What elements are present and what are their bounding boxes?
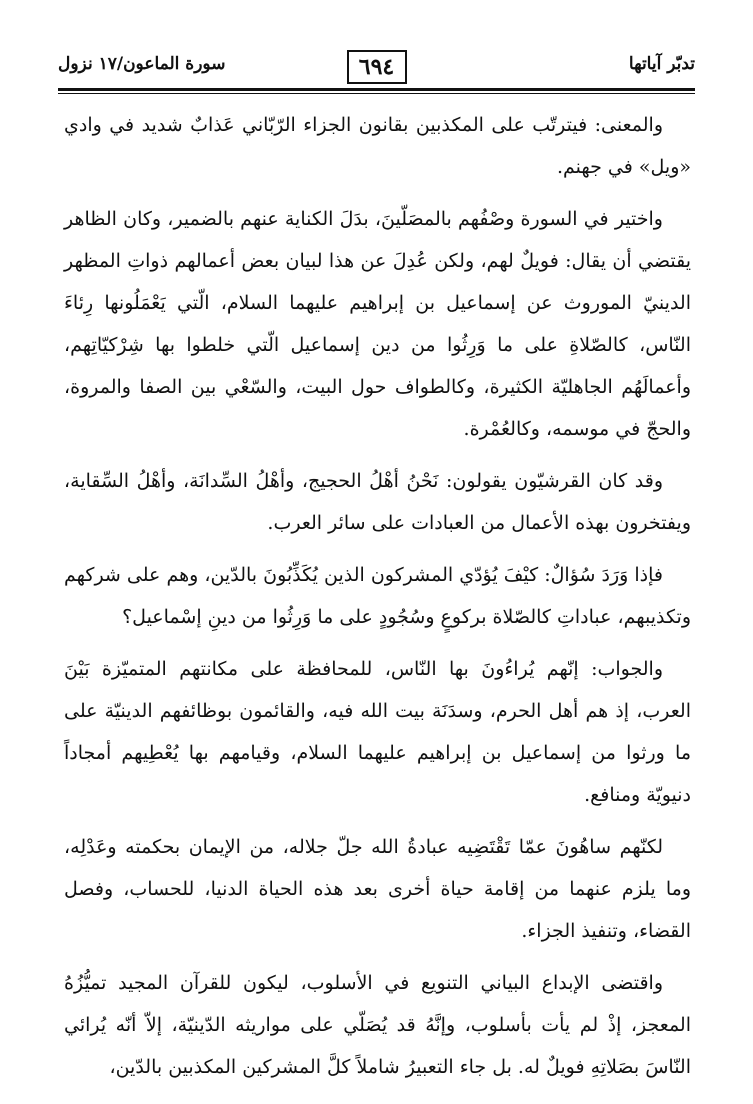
paragraph: لكنّهم ساهُونَ عمّا تَقْتَضِيه عبادةُ الله جلّ جلاله، من الإيمان بحكمته وعَدْلِه، وما يلزم عنهما من إقامة حياة أخرى بعد هذه الحياة الدنيا، للحساب، وفصل القضاء، وتنفيذ الجزاء. xyxy=(64,836,691,942)
paragraph: فإذا وَرَدَ سُؤالٌ: كيْفَ يُؤدّي المشركون الذين يُكَذِّبُونَ بالدّين، وهم على شركهم وتكذيبهم، عباداتِ كالصّلاة بركوعٍ وسُجُودٍ على ما وَرِثُوا من دينِ إسْماعيل؟ xyxy=(64,564,691,628)
page-body xyxy=(64,104,691,1098)
header-rule-thin xyxy=(58,93,695,94)
page-header xyxy=(58,44,695,88)
page-number: ٦٩٤ xyxy=(347,50,407,84)
surah-label: سورة الماعون/١٧ نزول xyxy=(58,54,226,74)
paragraph: واختير في السورة وصْفُهم بالمصَلّينَ، بدَلَ الكناية عنهم بالضمير، وكان الظاهر يقتضي أن يقال: فويلٌ لهم، ولكن عُدِلَ عن هذا لبيان بعض أعمالهم ذواتِ المظهر الدينيّ الموروث عن إسماعيل بن إبراهيم عليهما السلام، الّتي يَعْمَلُونها رِئاءَ النّاس، كالصّلاةِ على ما وَرِثُوا من دين إسماعيل الّتي خلطوا بها شِرْكيّاتِهم، وأعمالَهُم الجاهليّة الكثيرة، وكالطواف حول البيت، والسّعْي بين الصفا والمروة، والحجّ في موسمه، وكالعُمْرة. xyxy=(64,208,691,440)
header-rule xyxy=(58,88,695,91)
book-title: تدبّر آياتها xyxy=(628,54,695,74)
paragraph: وقد كان القرشيّون يقولون: نَحْنُ أهْلُ الحجيج، وأهْلُ السِّدانَة، وأهْلُ السِّقاية، ويفتخرون بهذه الأعمال من العبادات على سائر العرب. xyxy=(64,470,691,534)
paragraph: واقتضى الإبداع البياني التنويع في الأسلوب، ليكون للقرآن المجيد تميُّزُهُ المعجز، إذْ لم يأت بأسلوب، وإنَّهُ قد يُصَلّي على مواريثه الدّينيّة، إلاّ أنّه يُرائي النّاسَ بصَلاتِهِ فويلٌ له. بل جاء التعبيرُ شاملاً كلَّ المشركين المكذبين بالدّين، xyxy=(64,972,691,1078)
paragraph: والمعنى: فيترتّب على المكذبين بقانون الجزاء الرّبّاني عَذابٌ شديد في وادي «ويل» في جهنم. xyxy=(64,114,691,178)
paragraph: والجواب: إنّهم يُراءُونَ بها النّاس، للمحافظة على مكانتهم المتميّزة بَيْنَ العرب، إذ هم أهل الحرم، وسدَنَة بيت الله فيه، والقائمون بوظائفهم الدينيّة على ما ورثوا من إسماعيل بن إبراهيم عليهما السلام، وقيامهم بها يُعْطِيهم أمجاداً دنيويّة ومنافع. xyxy=(64,658,691,806)
